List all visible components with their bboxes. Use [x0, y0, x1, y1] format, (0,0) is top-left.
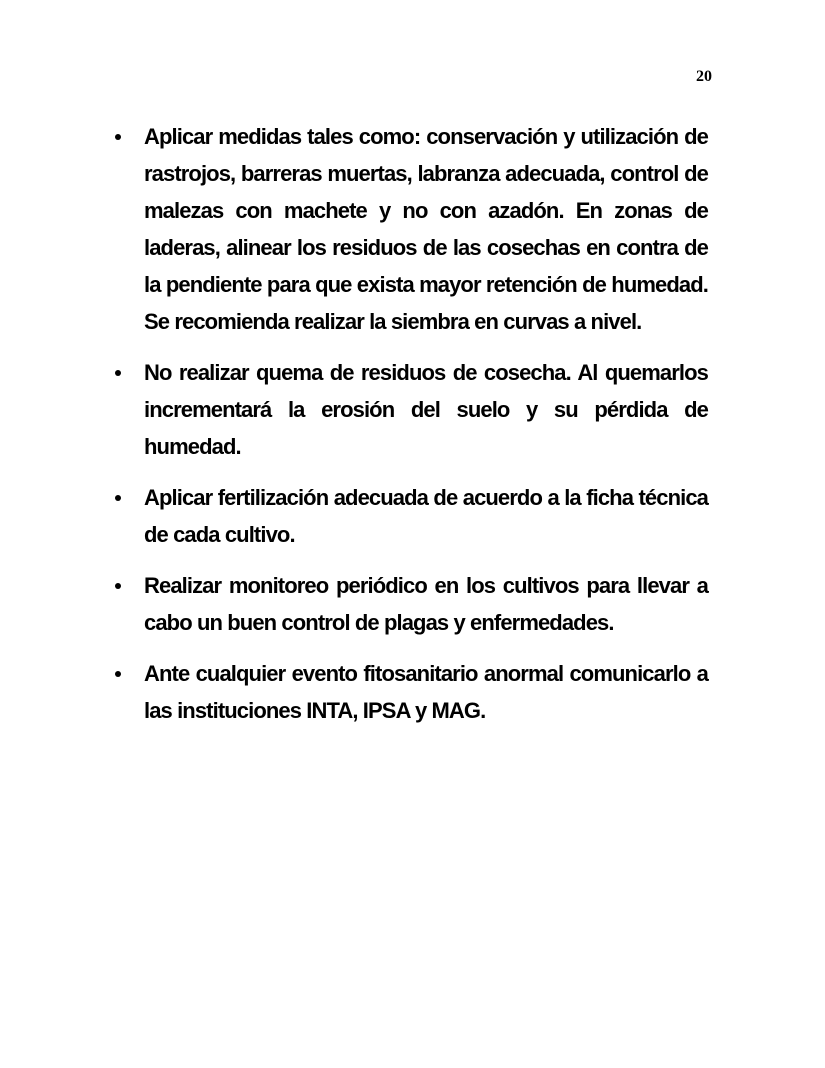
list-item: [112, 655, 708, 729]
page-number: 20: [696, 68, 712, 85]
list-item-text: No realizar quema de residuos de cosecha. Al quemarlos incrementará la erosión del suelo y su pérdida de humedad.: [144, 360, 708, 459]
bullet-icon: [115, 370, 121, 376]
list-item-text: Aplicar fertilización adecuada de acuerdo a la ficha técnica de cada cultivo.: [144, 485, 708, 547]
list-item: [112, 567, 708, 641]
bullet-icon: [115, 495, 121, 501]
recommendations-list: [112, 118, 708, 743]
list-item-text: Realizar monitoreo periódico en los cultivos para llevar a cabo un buen control de plagas y enfermedades.: [144, 573, 708, 635]
bullet-icon: [115, 583, 121, 589]
list-item-text: Ante cualquier evento fitosanitario anormal comunicarlo a las instituciones INTA, IPSA y MAG.: [144, 661, 708, 723]
list-item: [112, 479, 708, 553]
list-item-text: Aplicar medidas tales como: conservación y utilización de rastrojos, barreras muertas, labranza adecuada, control de malezas con machete y no con azadón. En zonas de laderas, alinear los residuos de las cosechas en contra de la pendiente para que exista mayor retención de humedad. Se recomienda realizar la siembra en curvas a nivel.: [144, 124, 708, 334]
bullet-icon: [115, 671, 121, 677]
list-item: [112, 354, 708, 465]
bullet-icon: [115, 134, 121, 140]
list-item: [112, 118, 708, 340]
